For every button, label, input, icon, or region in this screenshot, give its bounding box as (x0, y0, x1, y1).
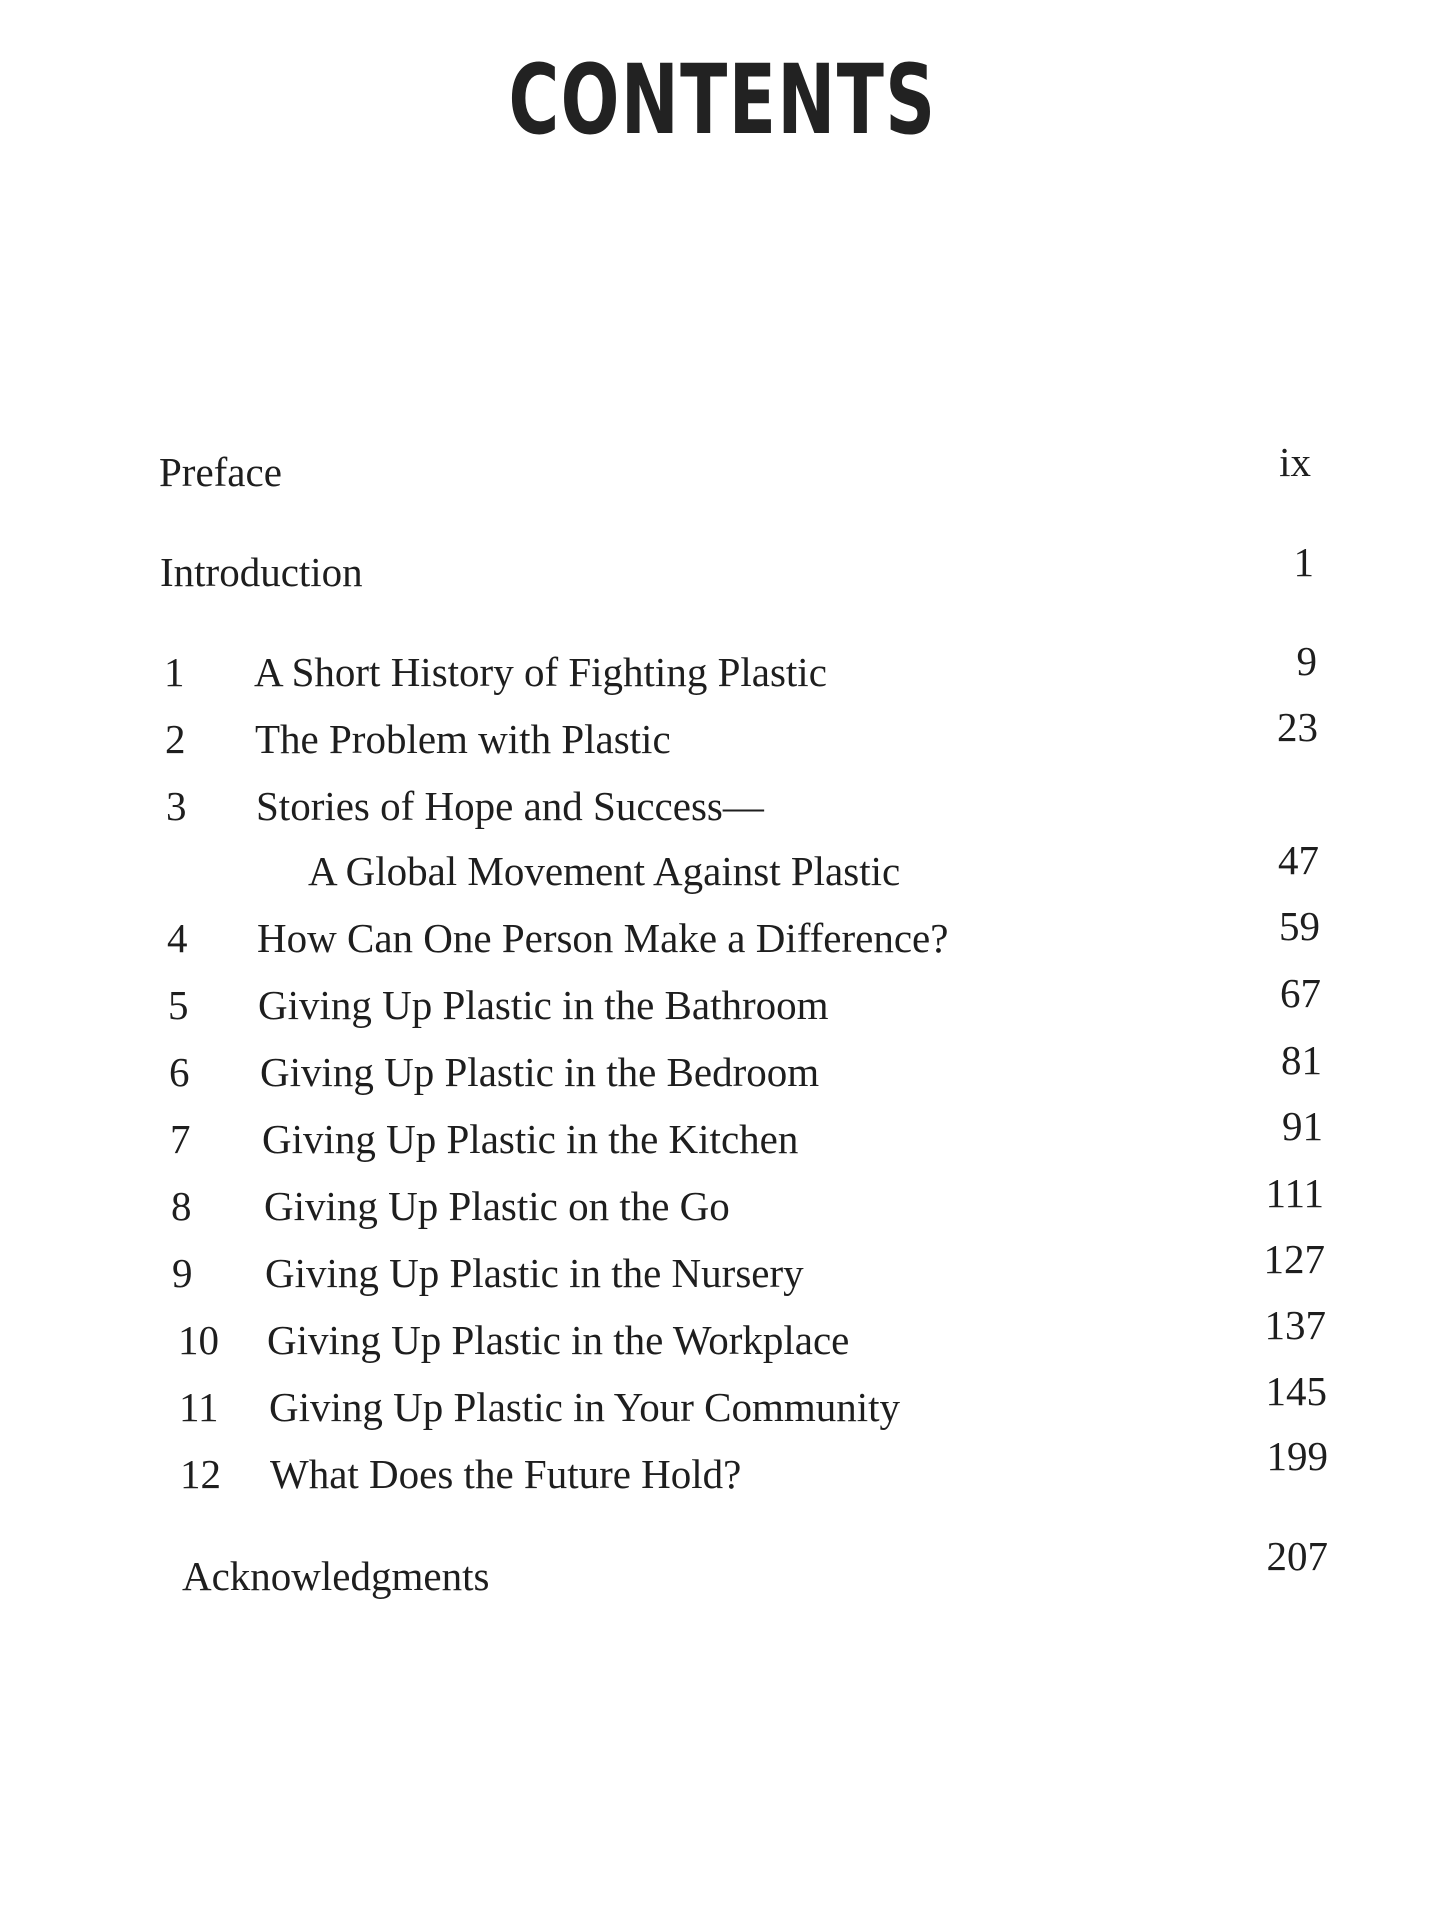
page-number: ix (1279, 439, 1311, 485)
chapter-number: 4 (167, 915, 188, 961)
page-number: 145 (1265, 1368, 1327, 1414)
entry-title: Giving Up Plastic in the Nursery (265, 1250, 804, 1296)
entry-title: Acknowledgments (182, 1553, 490, 1599)
page-number: 23 (1277, 704, 1318, 750)
page-number: 207 (1266, 1533, 1328, 1579)
page-number: 91 (1282, 1103, 1323, 1149)
entry-title: How Can One Person Make a Difference? (257, 915, 949, 961)
page-number: 67 (1280, 970, 1321, 1016)
chapter-number: 10 (178, 1317, 219, 1363)
page-number: 59 (1279, 903, 1320, 949)
page-number: 9 (1296, 638, 1317, 684)
page-number: 127 (1263, 1236, 1325, 1282)
entry-title: What Does the Future Hold? (270, 1451, 742, 1497)
page-number: 1 (1293, 539, 1314, 585)
entry-title: Stories of Hope and Success— (256, 783, 764, 829)
chapter-number: 12 (180, 1451, 221, 1497)
page-title: CONTENTS (508, 44, 937, 156)
chapter-number: 5 (168, 982, 189, 1028)
chapter-number: 2 (165, 716, 186, 762)
page-number: 199 (1266, 1433, 1328, 1479)
chapter-number: 6 (169, 1049, 190, 1095)
entry-title: Giving Up Plastic in the Bedroom (260, 1049, 820, 1095)
entry-title-continued: A Global Movement Against Plastic (308, 848, 901, 894)
entry-title: Preface (159, 449, 282, 495)
entry-title: Giving Up Plastic in the Kitchen (262, 1116, 799, 1162)
chapter-number: 3 (166, 783, 187, 829)
chapter-number: 9 (172, 1250, 193, 1296)
chapter-number: 8 (171, 1183, 192, 1229)
entry-title: Giving Up Plastic in the Bathroom (258, 982, 829, 1028)
page-number: 137 (1264, 1302, 1326, 1348)
page-number: 81 (1281, 1037, 1322, 1083)
chapter-number: 11 (179, 1384, 219, 1430)
entry-title: Introduction (160, 549, 363, 595)
page-number: 47 (1278, 837, 1319, 883)
chapter-number: 1 (164, 649, 185, 695)
entry-title: A Short History of Fighting Plastic (254, 649, 827, 695)
page-number: 111 (1265, 1170, 1324, 1216)
entry-title: The Problem with Plastic (255, 716, 671, 762)
entry-title: Giving Up Plastic on the Go (264, 1183, 730, 1229)
entry-title: Giving Up Plastic in Your Community (269, 1384, 901, 1430)
entry-title: Giving Up Plastic in the Workplace (267, 1317, 850, 1363)
chapter-number: 7 (170, 1116, 191, 1162)
